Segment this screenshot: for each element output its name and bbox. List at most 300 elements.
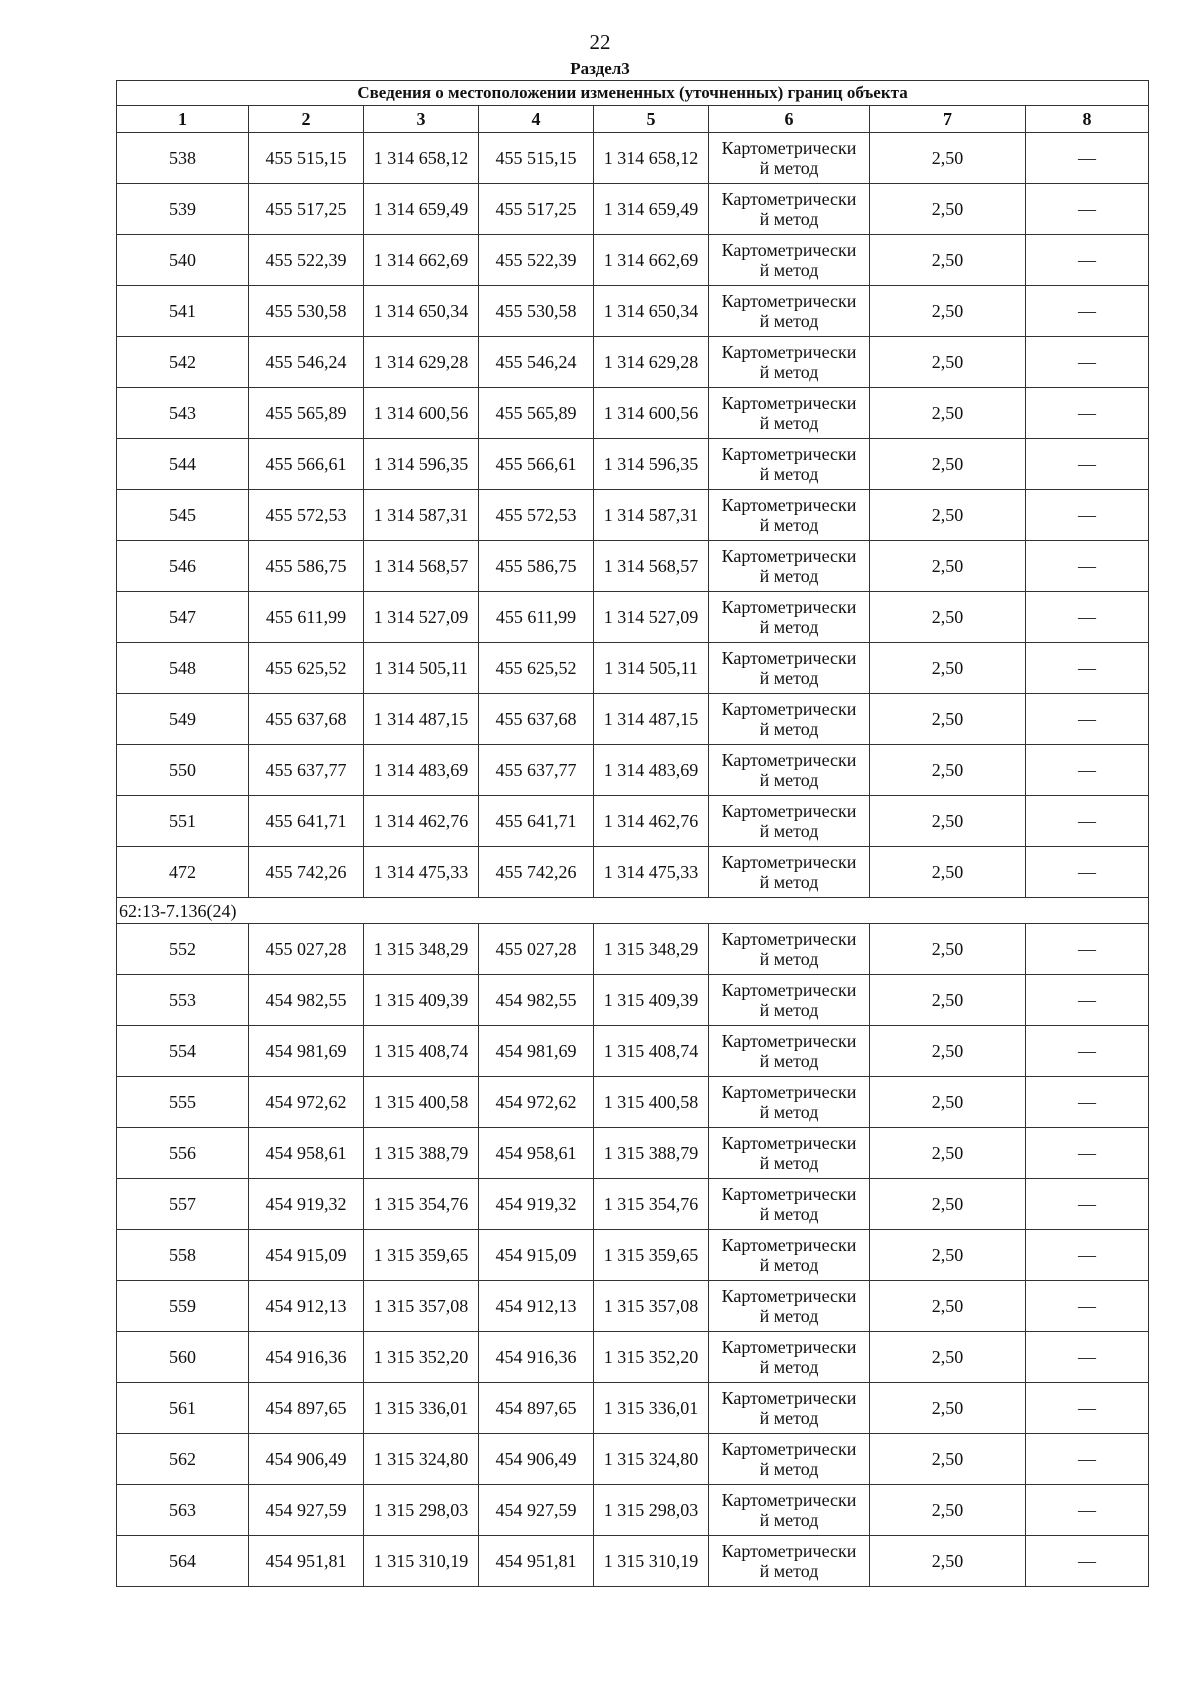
- coordinates-table: [116, 80, 1149, 1587]
- new-y-cell: 1 315 400,58: [594, 1077, 709, 1128]
- method-text-line2: й метод: [759, 515, 819, 535]
- table-row: [117, 745, 1149, 796]
- old-x-cell: 455 515,15: [249, 133, 364, 184]
- accuracy-cell: 2,50: [870, 745, 1026, 796]
- new-y-cell: 1 314 475,33: [594, 847, 709, 898]
- method-cell: [709, 1179, 870, 1230]
- new-y-cell: 1 315 354,76: [594, 1179, 709, 1230]
- method-cell: [709, 1077, 870, 1128]
- new-x-cell: 455 586,75: [479, 541, 594, 592]
- accuracy-cell: 2,50: [870, 796, 1026, 847]
- column-header: 3: [364, 106, 479, 133]
- method-text-line1: Картометрически: [721, 699, 857, 719]
- new-x-cell: 455 517,25: [479, 184, 594, 235]
- method-text-line1: Картометрически: [721, 546, 857, 566]
- method-cell: [709, 1434, 870, 1485]
- accuracy-cell: 2,50: [870, 490, 1026, 541]
- new-x-cell: 455 641,71: [479, 796, 594, 847]
- old-x-cell: 454 981,69: [249, 1026, 364, 1077]
- method-text-line1: Картометрически: [721, 291, 857, 311]
- point-number-cell: 540: [117, 235, 249, 286]
- new-x-cell: 454 915,09: [479, 1230, 594, 1281]
- method-text-line2: й метод: [759, 1102, 819, 1122]
- description-cell: —: [1026, 1077, 1149, 1128]
- old-y-cell: 1 314 505,11: [364, 643, 479, 694]
- old-y-cell: 1 315 348,29: [364, 924, 479, 975]
- description-cell: —: [1026, 975, 1149, 1026]
- method-text-line1: Картометрически: [721, 1490, 857, 1510]
- method-text-line2: й метод: [759, 949, 819, 969]
- method-text-line1: Картометрически: [721, 1133, 857, 1153]
- method-cell: [709, 1128, 870, 1179]
- method-cell: [709, 388, 870, 439]
- method-text-line1: Картометрически: [721, 240, 857, 260]
- old-y-cell: 1 314 483,69: [364, 745, 479, 796]
- description-cell: —: [1026, 694, 1149, 745]
- old-x-cell: 455 586,75: [249, 541, 364, 592]
- description-cell: —: [1026, 847, 1149, 898]
- point-number-cell: 548: [117, 643, 249, 694]
- new-y-cell: 1 315 336,01: [594, 1383, 709, 1434]
- method-text-line2: й метод: [759, 311, 819, 331]
- point-number-cell: 554: [117, 1026, 249, 1077]
- point-number-cell: 549: [117, 694, 249, 745]
- old-x-cell: 454 915,09: [249, 1230, 364, 1281]
- method-text-line1: Картометрически: [721, 444, 857, 464]
- accuracy-cell: 2,50: [870, 592, 1026, 643]
- accuracy-cell: 2,50: [870, 286, 1026, 337]
- old-y-cell: 1 314 587,31: [364, 490, 479, 541]
- new-x-cell: 455 530,58: [479, 286, 594, 337]
- accuracy-cell: 2,50: [870, 1332, 1026, 1383]
- old-x-cell: 454 906,49: [249, 1434, 364, 1485]
- accuracy-cell: 2,50: [870, 924, 1026, 975]
- new-y-cell: 1 315 324,80: [594, 1434, 709, 1485]
- new-y-cell: 1 314 600,56: [594, 388, 709, 439]
- description-cell: —: [1026, 745, 1149, 796]
- point-number-cell: 550: [117, 745, 249, 796]
- description-cell: —: [1026, 184, 1149, 235]
- accuracy-cell: 2,50: [870, 1077, 1026, 1128]
- table-row: [117, 490, 1149, 541]
- page-number: 22: [589, 30, 611, 54]
- method-text-line1: Картометрически: [721, 1388, 857, 1408]
- point-number-cell: 541: [117, 286, 249, 337]
- old-y-cell: 1 315 310,19: [364, 1536, 479, 1587]
- method-text-line2: й метод: [759, 1357, 819, 1377]
- old-y-cell: 1 314 487,15: [364, 694, 479, 745]
- method-cell: [709, 541, 870, 592]
- method-cell: [709, 592, 870, 643]
- old-x-cell: 455 742,26: [249, 847, 364, 898]
- old-x-cell: 455 572,53: [249, 490, 364, 541]
- table-row: [117, 133, 1149, 184]
- new-y-cell: 1 315 388,79: [594, 1128, 709, 1179]
- new-x-cell: 454 951,81: [479, 1536, 594, 1587]
- description-cell: —: [1026, 1536, 1149, 1587]
- description-cell: —: [1026, 1026, 1149, 1077]
- description-cell: —: [1026, 796, 1149, 847]
- accuracy-cell: 2,50: [870, 975, 1026, 1026]
- new-x-cell: 455 515,15: [479, 133, 594, 184]
- old-x-cell: 455 625,52: [249, 643, 364, 694]
- method-text-line2: й метод: [759, 617, 819, 637]
- method-text-line2: й метод: [759, 770, 819, 790]
- point-number-cell: 564: [117, 1536, 249, 1587]
- old-y-cell: 1 315 352,20: [364, 1332, 479, 1383]
- old-x-cell: 455 611,99: [249, 592, 364, 643]
- old-x-cell: 454 951,81: [249, 1536, 364, 1587]
- table-row: [117, 1179, 1149, 1230]
- old-x-cell: 455 546,24: [249, 337, 364, 388]
- method-text-line2: й метод: [759, 464, 819, 484]
- description-cell: —: [1026, 1230, 1149, 1281]
- new-y-cell: 1 315 310,19: [594, 1536, 709, 1587]
- old-x-cell: 455 027,28: [249, 924, 364, 975]
- old-y-cell: 1 315 357,08: [364, 1281, 479, 1332]
- point-number-cell: 555: [117, 1077, 249, 1128]
- old-y-cell: 1 315 359,65: [364, 1230, 479, 1281]
- method-text-line1: Картометрически: [721, 1439, 857, 1459]
- method-cell: [709, 337, 870, 388]
- description-cell: —: [1026, 133, 1149, 184]
- point-number-cell: 552: [117, 924, 249, 975]
- method-cell: [709, 184, 870, 235]
- method-cell: [709, 235, 870, 286]
- table-row: [117, 643, 1149, 694]
- table-row: [117, 924, 1149, 975]
- method-cell: [709, 924, 870, 975]
- new-x-cell: 455 742,26: [479, 847, 594, 898]
- table-row: [117, 847, 1149, 898]
- method-text-line1: Картометрически: [721, 980, 857, 1000]
- method-text-line2: й метод: [759, 1000, 819, 1020]
- method-text-line1: Картометрически: [721, 1286, 857, 1306]
- table-caption: Сведения о местоположении измененных (уточненных) границ объекта: [117, 81, 1149, 106]
- table-body-part-2: [117, 924, 1149, 1587]
- new-y-cell: 1 315 359,65: [594, 1230, 709, 1281]
- new-y-cell: 1 314 659,49: [594, 184, 709, 235]
- method-text-line1: Картометрически: [721, 495, 857, 515]
- method-cell: [709, 1281, 870, 1332]
- method-cell: [709, 694, 870, 745]
- table-row: [117, 439, 1149, 490]
- method-text-line1: Картометрически: [721, 1184, 857, 1204]
- new-x-cell: 454 906,49: [479, 1434, 594, 1485]
- description-cell: —: [1026, 286, 1149, 337]
- method-cell: [709, 796, 870, 847]
- point-number-cell: 553: [117, 975, 249, 1026]
- method-text-line1: Картометрически: [721, 929, 857, 949]
- old-x-cell: 455 637,77: [249, 745, 364, 796]
- method-cell: [709, 1383, 870, 1434]
- new-x-cell: 454 916,36: [479, 1332, 594, 1383]
- old-y-cell: 1 314 659,49: [364, 184, 479, 235]
- method-cell: [709, 745, 870, 796]
- new-x-cell: 454 897,65: [479, 1383, 594, 1434]
- new-y-cell: 1 315 352,20: [594, 1332, 709, 1383]
- method-text-line1: Картометрически: [721, 1337, 857, 1357]
- old-y-cell: 1 314 527,09: [364, 592, 479, 643]
- accuracy-cell: 2,50: [870, 184, 1026, 235]
- accuracy-cell: 2,50: [870, 1536, 1026, 1587]
- description-cell: —: [1026, 1434, 1149, 1485]
- method-text-line2: й метод: [759, 413, 819, 433]
- table-row: [117, 1332, 1149, 1383]
- old-y-cell: 1 315 400,58: [364, 1077, 479, 1128]
- table-row: [117, 975, 1149, 1026]
- table-row: [117, 1536, 1149, 1587]
- old-x-cell: 455 517,25: [249, 184, 364, 235]
- method-text-line1: Картометрически: [721, 138, 857, 158]
- old-y-cell: 1 314 475,33: [364, 847, 479, 898]
- method-text-line2: й метод: [759, 1204, 819, 1224]
- old-y-cell: 1 314 462,76: [364, 796, 479, 847]
- table-row: [117, 1383, 1149, 1434]
- new-x-cell: 455 625,52: [479, 643, 594, 694]
- method-text-line2: й метод: [759, 362, 819, 382]
- method-cell: [709, 1230, 870, 1281]
- column-header: 1: [117, 106, 249, 133]
- new-x-cell: 455 637,77: [479, 745, 594, 796]
- old-y-cell: 1 314 658,12: [364, 133, 479, 184]
- table-row: [117, 1026, 1149, 1077]
- method-text-line2: й метод: [759, 158, 819, 178]
- table-row: [117, 541, 1149, 592]
- new-y-cell: 1 315 409,39: [594, 975, 709, 1026]
- accuracy-cell: 2,50: [870, 847, 1026, 898]
- description-cell: —: [1026, 592, 1149, 643]
- accuracy-cell: 2,50: [870, 1485, 1026, 1536]
- method-text-line1: Картометрически: [721, 1031, 857, 1051]
- point-number-cell: 538: [117, 133, 249, 184]
- method-text-line2: й метод: [759, 1510, 819, 1530]
- method-text-line1: Картометрически: [721, 1082, 857, 1102]
- new-y-cell: 1 314 650,34: [594, 286, 709, 337]
- point-number-cell: 543: [117, 388, 249, 439]
- old-x-cell: 455 530,58: [249, 286, 364, 337]
- new-x-cell: 454 912,13: [479, 1281, 594, 1332]
- old-x-cell: 454 897,65: [249, 1383, 364, 1434]
- method-text-line1: Картометрически: [721, 393, 857, 413]
- point-number-cell: 542: [117, 337, 249, 388]
- accuracy-cell: 2,50: [870, 1179, 1026, 1230]
- point-number-cell: 563: [117, 1485, 249, 1536]
- column-header: 6: [709, 106, 870, 133]
- new-y-cell: 1 315 348,29: [594, 924, 709, 975]
- new-x-cell: 454 982,55: [479, 975, 594, 1026]
- method-text-line1: Картометрически: [721, 189, 857, 209]
- point-number-cell: 546: [117, 541, 249, 592]
- table-row: [117, 1281, 1149, 1332]
- table-row: [117, 235, 1149, 286]
- accuracy-cell: 2,50: [870, 1383, 1026, 1434]
- table-row: [117, 337, 1149, 388]
- table-row: [117, 1128, 1149, 1179]
- description-cell: —: [1026, 1332, 1149, 1383]
- new-y-cell: 1 314 487,15: [594, 694, 709, 745]
- method-text-line2: й метод: [759, 719, 819, 739]
- method-text-line2: й метод: [759, 668, 819, 688]
- new-x-cell: 455 566,61: [479, 439, 594, 490]
- old-y-cell: 1 315 298,03: [364, 1485, 479, 1536]
- method-cell: [709, 490, 870, 541]
- method-cell: [709, 286, 870, 337]
- point-number-cell: 558: [117, 1230, 249, 1281]
- method-text-line2: й метод: [759, 566, 819, 586]
- accuracy-cell: 2,50: [870, 1026, 1026, 1077]
- new-y-cell: 1 315 408,74: [594, 1026, 709, 1077]
- new-y-cell: 1 315 357,08: [594, 1281, 709, 1332]
- column-header: 7: [870, 106, 1026, 133]
- method-cell: [709, 643, 870, 694]
- old-x-cell: 455 566,61: [249, 439, 364, 490]
- accuracy-cell: 2,50: [870, 1128, 1026, 1179]
- method-cell: [709, 439, 870, 490]
- new-x-cell: 454 919,32: [479, 1179, 594, 1230]
- method-cell: [709, 1332, 870, 1383]
- old-x-cell: 455 641,71: [249, 796, 364, 847]
- column-header: 5: [594, 106, 709, 133]
- method-text-line2: й метод: [759, 1051, 819, 1071]
- accuracy-cell: 2,50: [870, 133, 1026, 184]
- point-number-cell: 539: [117, 184, 249, 235]
- table-row: [117, 1230, 1149, 1281]
- table-row: [117, 286, 1149, 337]
- new-y-cell: 1 314 462,76: [594, 796, 709, 847]
- old-x-cell: 454 919,32: [249, 1179, 364, 1230]
- new-y-cell: 1 314 527,09: [594, 592, 709, 643]
- new-y-cell: 1 314 483,69: [594, 745, 709, 796]
- method-cell: [709, 133, 870, 184]
- old-x-cell: 454 958,61: [249, 1128, 364, 1179]
- column-header: 4: [479, 106, 594, 133]
- new-y-cell: 1 315 298,03: [594, 1485, 709, 1536]
- old-x-cell: 454 927,59: [249, 1485, 364, 1536]
- old-x-cell: 454 982,55: [249, 975, 364, 1026]
- old-y-cell: 1 314 600,56: [364, 388, 479, 439]
- new-x-cell: 454 958,61: [479, 1128, 594, 1179]
- column-number-row: [117, 106, 1149, 133]
- method-text-line1: Картометрически: [721, 342, 857, 362]
- old-y-cell: 1 315 409,39: [364, 975, 479, 1026]
- description-cell: —: [1026, 1281, 1149, 1332]
- method-text-line2: й метод: [759, 209, 819, 229]
- new-x-cell: 455 522,39: [479, 235, 594, 286]
- description-cell: —: [1026, 924, 1149, 975]
- group-label: 62:13-7.136(24): [117, 898, 1149, 924]
- new-y-cell: 1 314 568,57: [594, 541, 709, 592]
- new-x-cell: 454 927,59: [479, 1485, 594, 1536]
- accuracy-cell: 2,50: [870, 541, 1026, 592]
- point-number-cell: 556: [117, 1128, 249, 1179]
- table-row: [117, 1485, 1149, 1536]
- table-row: [117, 796, 1149, 847]
- new-y-cell: 1 314 505,11: [594, 643, 709, 694]
- method-text-line1: Картометрически: [721, 1235, 857, 1255]
- new-x-cell: 455 027,28: [479, 924, 594, 975]
- old-x-cell: 454 972,62: [249, 1077, 364, 1128]
- old-y-cell: 1 314 650,34: [364, 286, 479, 337]
- description-cell: —: [1026, 1179, 1149, 1230]
- method-text-line1: Картометрически: [721, 1541, 857, 1561]
- accuracy-cell: 2,50: [870, 1434, 1026, 1485]
- old-y-cell: 1 315 354,76: [364, 1179, 479, 1230]
- table-row: [117, 694, 1149, 745]
- table-body-part-1: [117, 133, 1149, 898]
- method-text-line2: й метод: [759, 1255, 819, 1275]
- method-text-line1: Картометрически: [721, 750, 857, 770]
- accuracy-cell: 2,50: [870, 694, 1026, 745]
- group-row: [117, 898, 1149, 924]
- point-number-cell: 559: [117, 1281, 249, 1332]
- new-x-cell: 454 972,62: [479, 1077, 594, 1128]
- method-text-line2: й метод: [759, 260, 819, 280]
- description-cell: —: [1026, 337, 1149, 388]
- description-cell: —: [1026, 1485, 1149, 1536]
- new-x-cell: 455 546,24: [479, 337, 594, 388]
- column-header: 8: [1026, 106, 1149, 133]
- point-number-cell: 551: [117, 796, 249, 847]
- table-row: [117, 1077, 1149, 1128]
- point-number-cell: 561: [117, 1383, 249, 1434]
- new-y-cell: 1 314 662,69: [594, 235, 709, 286]
- accuracy-cell: 2,50: [870, 235, 1026, 286]
- description-cell: —: [1026, 388, 1149, 439]
- point-number-cell: 562: [117, 1434, 249, 1485]
- old-y-cell: 1 314 596,35: [364, 439, 479, 490]
- description-cell: —: [1026, 643, 1149, 694]
- table-row: [117, 388, 1149, 439]
- method-text-line1: Картометрически: [721, 648, 857, 668]
- method-text-line2: й метод: [759, 1306, 819, 1326]
- group-section: [117, 898, 1149, 924]
- new-x-cell: 455 565,89: [479, 388, 594, 439]
- method-text-line2: й метод: [759, 1408, 819, 1428]
- description-cell: —: [1026, 235, 1149, 286]
- new-y-cell: 1 314 587,31: [594, 490, 709, 541]
- point-number-cell: 557: [117, 1179, 249, 1230]
- old-y-cell: 1 314 662,69: [364, 235, 479, 286]
- new-x-cell: 455 611,99: [479, 592, 594, 643]
- accuracy-cell: 2,50: [870, 439, 1026, 490]
- old-y-cell: 1 314 629,28: [364, 337, 479, 388]
- new-y-cell: 1 314 629,28: [594, 337, 709, 388]
- method-text-line2: й метод: [759, 821, 819, 841]
- accuracy-cell: 2,50: [870, 1281, 1026, 1332]
- section-title: Раздел3: [570, 59, 630, 78]
- method-text-line1: Картометрически: [721, 801, 857, 821]
- old-y-cell: 1 315 408,74: [364, 1026, 479, 1077]
- new-x-cell: 455 637,68: [479, 694, 594, 745]
- point-number-cell: 545: [117, 490, 249, 541]
- column-header: 2: [249, 106, 364, 133]
- accuracy-cell: 2,50: [870, 643, 1026, 694]
- method-text-line2: й метод: [759, 1153, 819, 1173]
- accuracy-cell: 2,50: [870, 388, 1026, 439]
- method-cell: [709, 1026, 870, 1077]
- old-x-cell: 455 637,68: [249, 694, 364, 745]
- accuracy-cell: 2,50: [870, 1230, 1026, 1281]
- method-cell: [709, 975, 870, 1026]
- old-x-cell: 454 912,13: [249, 1281, 364, 1332]
- description-cell: —: [1026, 439, 1149, 490]
- point-number-cell: 560: [117, 1332, 249, 1383]
- method-text-line2: й метод: [759, 872, 819, 892]
- old-y-cell: 1 315 324,80: [364, 1434, 479, 1485]
- description-cell: —: [1026, 1128, 1149, 1179]
- method-text-line2: й метод: [759, 1561, 819, 1581]
